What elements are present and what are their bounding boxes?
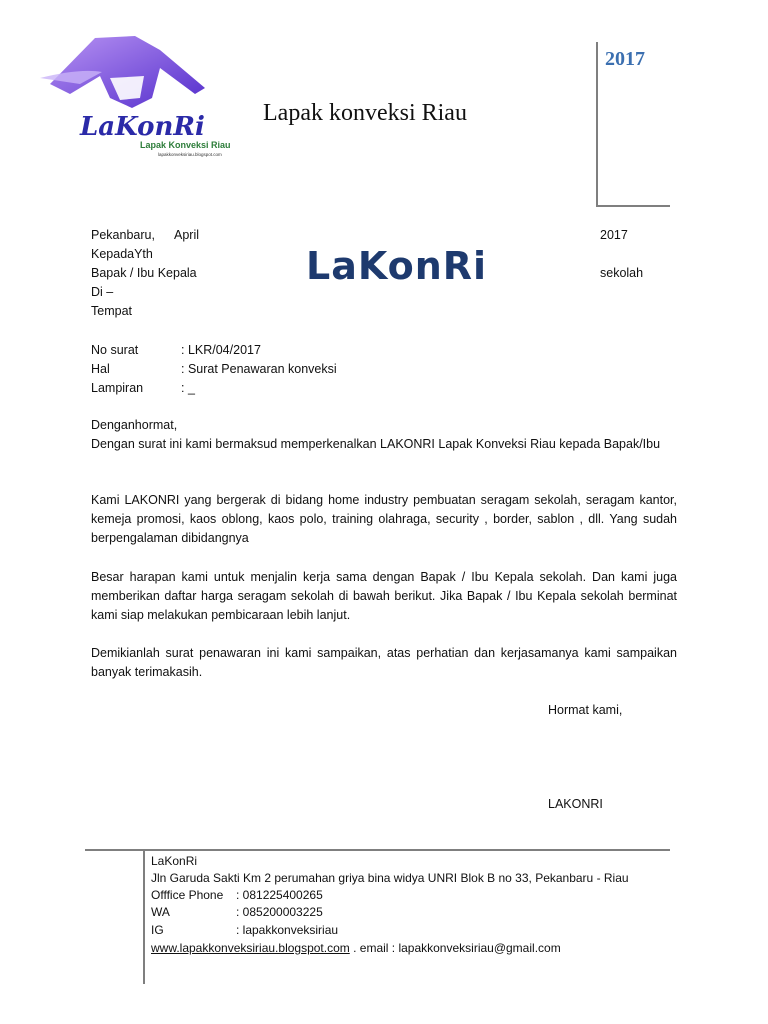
email-text: . email : lapakkonveksiriau@gmail.com xyxy=(349,941,561,955)
footer-wa-label: WA xyxy=(151,905,170,919)
lampiran-label: Lampiran xyxy=(91,381,144,395)
footer-contact-line xyxy=(151,940,561,958)
place-city: Pekanbaru, xyxy=(91,228,155,242)
logo-url: lapakkonveksiriau.blogspot.com xyxy=(158,152,222,157)
footer-phone-label: Offfice Phone xyxy=(151,888,224,902)
paragraph-3: Besar harapan kami untuk menjalin kerja sama dengan Bapak / Ibu Kepala sekolah. Dan kami juga memberikan daftar harga seragam sekolah di bawah berikut. Jika Bapak / Ibu Kepala sekolah berminat kami siap melakukan pembicaraan lebih lanjut. xyxy=(91,570,677,622)
lampiran-value: : _ xyxy=(181,381,195,395)
to-line: KepadaYth xyxy=(91,247,153,261)
logo-wordmark: LaKonRi xyxy=(80,112,205,142)
recipient: Bapak / Ibu Kepala xyxy=(91,266,197,280)
header-vertical-rule xyxy=(596,42,598,206)
di-line: Di – xyxy=(91,285,114,299)
hal-value: : Surat Penawaran konveksi xyxy=(181,362,337,376)
company-title: Lapak konveksi Riau xyxy=(263,100,467,126)
footer-address: Jln Garuda Sakti Km 2 perumahan griya bina widya UNRI Blok B no 33, Pekanbaru - Riau xyxy=(151,871,629,885)
brand-center: LaKonRi xyxy=(306,244,488,288)
footer-phone-value: : 081225400265 xyxy=(236,888,323,902)
date-year: 2017 xyxy=(600,228,628,242)
signatory-name: LAKONRI xyxy=(548,797,603,811)
logo xyxy=(40,28,240,178)
no-surat-label: No surat xyxy=(91,343,139,357)
website-link[interactable]: www.lapakkonveksiriau.blogspot.com xyxy=(151,941,350,955)
paragraph-1: Dengan surat ini kami bermaksud memperkenalkan LAKONRI Lapak Konveksi Riau kepada Bapak/Ibu xyxy=(91,437,661,451)
footer-vertical-rule xyxy=(143,849,145,984)
paragraph-4: Demikianlah surat penawaran ini kami sampaikan, atas perhatian dan kerjasamanya kami sampaikan banyak terimakasih. xyxy=(91,646,677,679)
footer-ig-value: : lapakkonveksiriau xyxy=(236,923,339,937)
closing: Hormat kami, xyxy=(548,703,623,717)
greeting: Denganhormat, xyxy=(91,418,178,432)
footer-ig-label: IG xyxy=(151,923,164,937)
hal-label: Hal xyxy=(91,362,110,376)
paragraph-2: Kami LAKONRI yang bergerak di bidang home industry pembuatan seragam sekolah, seragam kantor, kemeja promosi, kaos oblong, kaos polo, training olahraga, security , border, sablon , dll. Yang sudah berpengalaman dibidangnya xyxy=(91,493,677,545)
date-month: April xyxy=(174,228,200,242)
recipient-suffix: sekolah xyxy=(600,266,644,280)
tempat-line: Tempat xyxy=(91,304,132,318)
header-year: 2017 xyxy=(605,48,645,70)
footer-horizontal-rule xyxy=(85,849,670,851)
logo-subtitle: Lapak Konveksi Riau xyxy=(140,140,231,150)
header-horizontal-rule xyxy=(596,205,670,207)
footer-wa-value: : 085200003225 xyxy=(236,905,323,919)
footer-company: LaKonRi xyxy=(151,854,198,868)
no-surat-value: : LKR/04/2017 xyxy=(181,343,261,357)
